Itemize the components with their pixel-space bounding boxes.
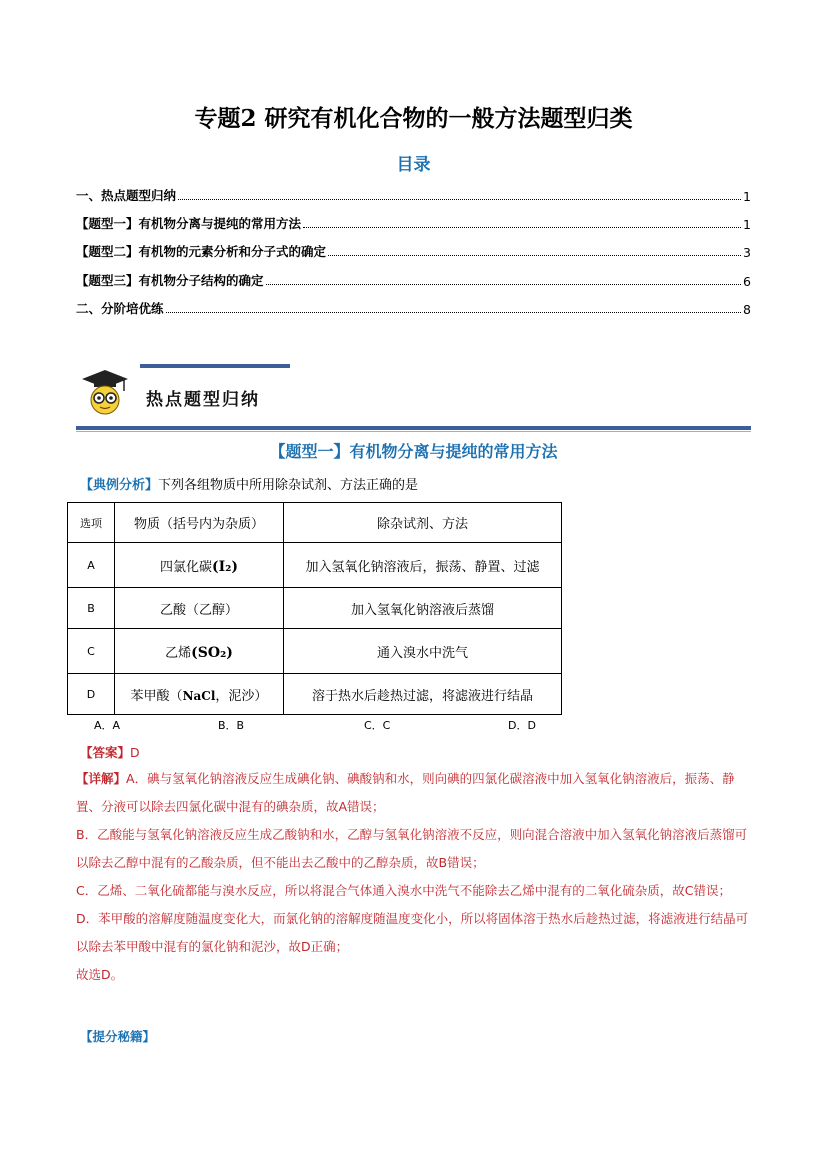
header-cell: 除杂试剂、方法 bbox=[284, 503, 562, 543]
toc-heading: 目录 bbox=[396, 155, 431, 175]
choice-a[interactable]: A．A bbox=[94, 719, 121, 732]
option-cell: A bbox=[68, 543, 115, 588]
detail-paragraph: B．乙酸能与氢氧化钠溶液反应生成乙酸钠和水，乙醇与氢氧化钠溶液不反应，则向混合溶液中加入氢氧化钠溶液后蒸馏可以除去乙醇中混有的乙酸杂质，但不能出去乙酸中的乙醇杂质，故B错误； bbox=[76, 827, 748, 870]
example-tag: 【典例分析】 bbox=[80, 478, 159, 493]
toc-entry[interactable] bbox=[76, 299, 751, 317]
tips-heading: 【提分秘籍】 bbox=[80, 1029, 156, 1044]
banner-top-bar bbox=[140, 364, 290, 368]
toc-label: 【题型二】有机物的元素分析和分子式的确定 bbox=[76, 244, 327, 259]
toc-page: 8 bbox=[743, 302, 751, 317]
toc-label: 【题型一】有机物分离与提纯的常用方法 bbox=[76, 216, 302, 231]
document-title: 专题2 研究有机化合物的一般方法题型归类 bbox=[194, 105, 633, 132]
toc-label: 二、分阶培优练 bbox=[76, 301, 164, 316]
detail-tag: 【详解】 bbox=[76, 771, 127, 786]
toc-label: 【题型三】有机物分子结构的确定 bbox=[76, 273, 264, 288]
method-cell: 通入溴水中洗气 bbox=[284, 629, 562, 674]
toc-label: 一、热点题型归纳 bbox=[76, 188, 177, 203]
table-row bbox=[68, 543, 562, 588]
toc-page: 3 bbox=[743, 245, 751, 260]
header-cell: 物质（括号内为杂质） bbox=[115, 503, 284, 543]
section-heading: 【题型一】有机物分离与提纯的常用方法 bbox=[269, 442, 558, 461]
detail-paragraph: C．乙烯、二氧化硫都能与溴水反应，所以将混合气体通入溴水中洗气不能除去乙烯中混有的二氧化硫杂质，故C错误； bbox=[76, 883, 731, 898]
answer bbox=[80, 743, 140, 762]
choice-c[interactable]: C．C bbox=[364, 719, 391, 732]
banner-divider-thin bbox=[76, 431, 751, 432]
banner-divider bbox=[76, 426, 751, 430]
substance-cell: 苯甲酸（NaCl，泥沙） bbox=[115, 674, 284, 715]
toc-entry[interactable] bbox=[76, 271, 751, 289]
detail-paragraph: 【详解】A．碘与氢氧化钠溶液反应生成碘化钠、碘酸钠和水，则向碘的四氯化碳溶液中加入氢氧化钠溶液后，振荡、静置、分液可以除去四氯化碳中混有的碘杂质，故A错误； bbox=[76, 771, 735, 814]
toc-entry[interactable] bbox=[76, 214, 751, 232]
toc-entry[interactable] bbox=[76, 186, 751, 204]
option-cell: D bbox=[68, 674, 115, 715]
table-row bbox=[68, 674, 562, 715]
substance-cell: 乙酸（乙醇） bbox=[115, 588, 284, 629]
choice-d[interactable]: D．D bbox=[508, 719, 536, 732]
graduate-mascot-icon bbox=[80, 366, 130, 416]
option-cell: C bbox=[68, 629, 115, 674]
method-cell: 加入氢氧化钠溶液后，振荡、静置、过滤 bbox=[284, 543, 562, 588]
question-text: 下列各组物质中所用除杂试剂、方法正确的是 bbox=[158, 478, 419, 493]
header-cell: 选项 bbox=[68, 503, 115, 543]
method-cell: 溶于热水后趁热过滤，将滤液进行结晶 bbox=[284, 674, 562, 715]
detail-paragraph: D．苯甲酸的溶解度随温度变化大，而氯化钠的溶解度随温度变化小，所以将固体溶于热水后趁热过滤，将滤液进行结晶可以除去苯甲酸中混有的氯化钠和泥沙，故D正确； bbox=[76, 911, 749, 954]
toc-page: 1 bbox=[743, 217, 751, 232]
answer-value: D bbox=[130, 745, 140, 760]
table-header-row bbox=[68, 503, 562, 543]
answer-tag: 【答案】 bbox=[80, 745, 131, 760]
detail-block bbox=[76, 765, 752, 989]
detail-paragraph: 故选D。 bbox=[76, 967, 124, 982]
banner-title: 热点题型归纳 bbox=[146, 390, 260, 410]
substance-cell: 乙烯(SO₂) bbox=[115, 629, 284, 674]
question bbox=[80, 474, 418, 493]
options-table bbox=[67, 502, 562, 715]
option-cell: B bbox=[68, 588, 115, 629]
substance-cell: 四氯化碳(I₂) bbox=[115, 543, 284, 588]
table-row bbox=[68, 588, 562, 629]
choice-b[interactable]: B．B bbox=[218, 719, 245, 732]
method-cell: 加入氢氧化钠溶液后蒸馏 bbox=[284, 588, 562, 629]
toc-entry[interactable] bbox=[76, 242, 751, 260]
toc-page: 6 bbox=[743, 274, 751, 289]
toc-page: 1 bbox=[743, 189, 751, 204]
table-row bbox=[68, 629, 562, 674]
